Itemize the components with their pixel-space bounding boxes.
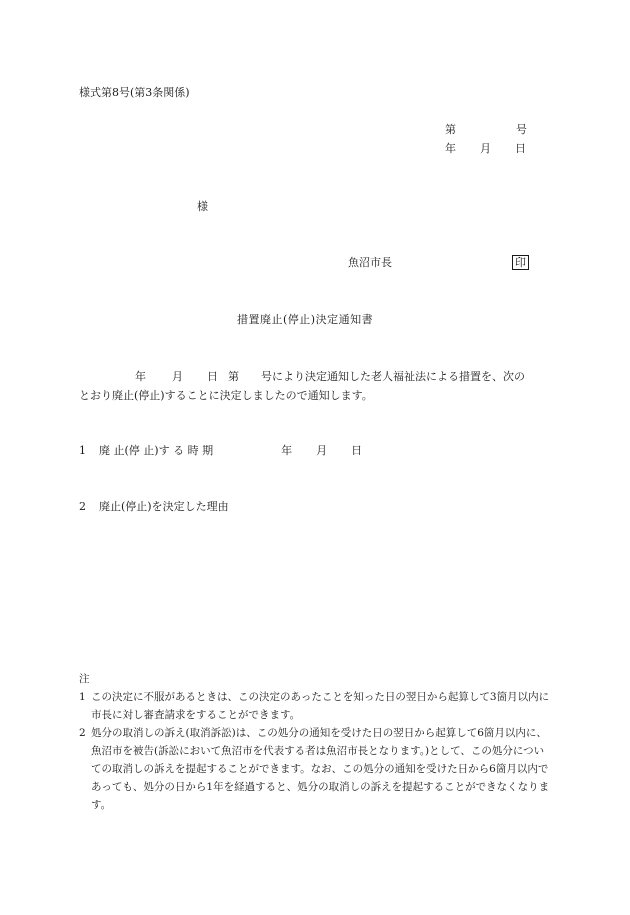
note-item: [79, 688, 551, 724]
note-number: 1: [79, 691, 86, 703]
note-item: [79, 724, 551, 814]
form-label: 様式第8号(第3条関係): [79, 86, 190, 99]
intro-line-2: とおり廃止(停止)することに決定しましたので通知します。: [79, 389, 373, 402]
document-title: 措置廃止(停止)決定通知書: [237, 313, 374, 326]
document-date: [445, 142, 526, 155]
intro-year: 年: [135, 370, 146, 383]
notes-heading: 注: [79, 673, 90, 685]
item-1-label: 廃 止(停 止)す る 時 期: [99, 444, 214, 457]
seal-mark-text: 印: [512, 255, 529, 270]
intro-day: 日: [207, 370, 218, 383]
intro-dai: 第: [228, 370, 239, 383]
date-day: 日: [515, 142, 526, 155]
item-1-day: 日: [351, 444, 363, 457]
item-2: [79, 500, 229, 513]
date-month: 月: [480, 142, 491, 155]
date-year: 年: [445, 142, 456, 155]
notes-section: [79, 670, 551, 814]
intro-month: 月: [172, 370, 183, 383]
intro-line-1-rest: 号により決定通知した老人福祉法による措置を、次の: [261, 370, 525, 383]
item-2-number: 2: [79, 500, 86, 513]
item-1-month: 月: [316, 444, 328, 457]
document-number: [445, 123, 527, 136]
note-text: 処分の取消しの訴え(取消訴訟)は、この処分の通知を受けた日の翌日から起算して6箇月以内に、魚沼市を被告(訴訟において魚沼市を代表する者は魚沼市長となります。)として、この処分についての取消しの訴えを提起することができます。なお、この処分の通知を受けた日から6箇月以内であっても、処分の日から1年を経過すると、処分の取消しの訴えを提起することができなくなります。: [91, 727, 550, 811]
note-text: この決定に不服があるときは、この決定のあったことを知った日の翌日から起算して3箇月以内に市長に対し審査請求をすることができます。: [91, 691, 550, 721]
item-1-number: 1: [79, 444, 86, 457]
item-2-label: 廃止(停止)を決定した理由: [99, 500, 229, 513]
document-number-suffix: 号: [516, 123, 527, 136]
item-1: [79, 444, 362, 457]
intro-line-1: [79, 367, 559, 386]
document-number-prefix: 第: [445, 123, 456, 136]
addressee-suffix: 様: [197, 200, 208, 213]
issuer-title: 魚沼市長: [348, 256, 392, 269]
seal-mark: [512, 255, 529, 270]
intro-paragraph: [79, 367, 559, 405]
note-number: 2: [79, 727, 86, 739]
item-1-year: 年: [281, 444, 293, 457]
